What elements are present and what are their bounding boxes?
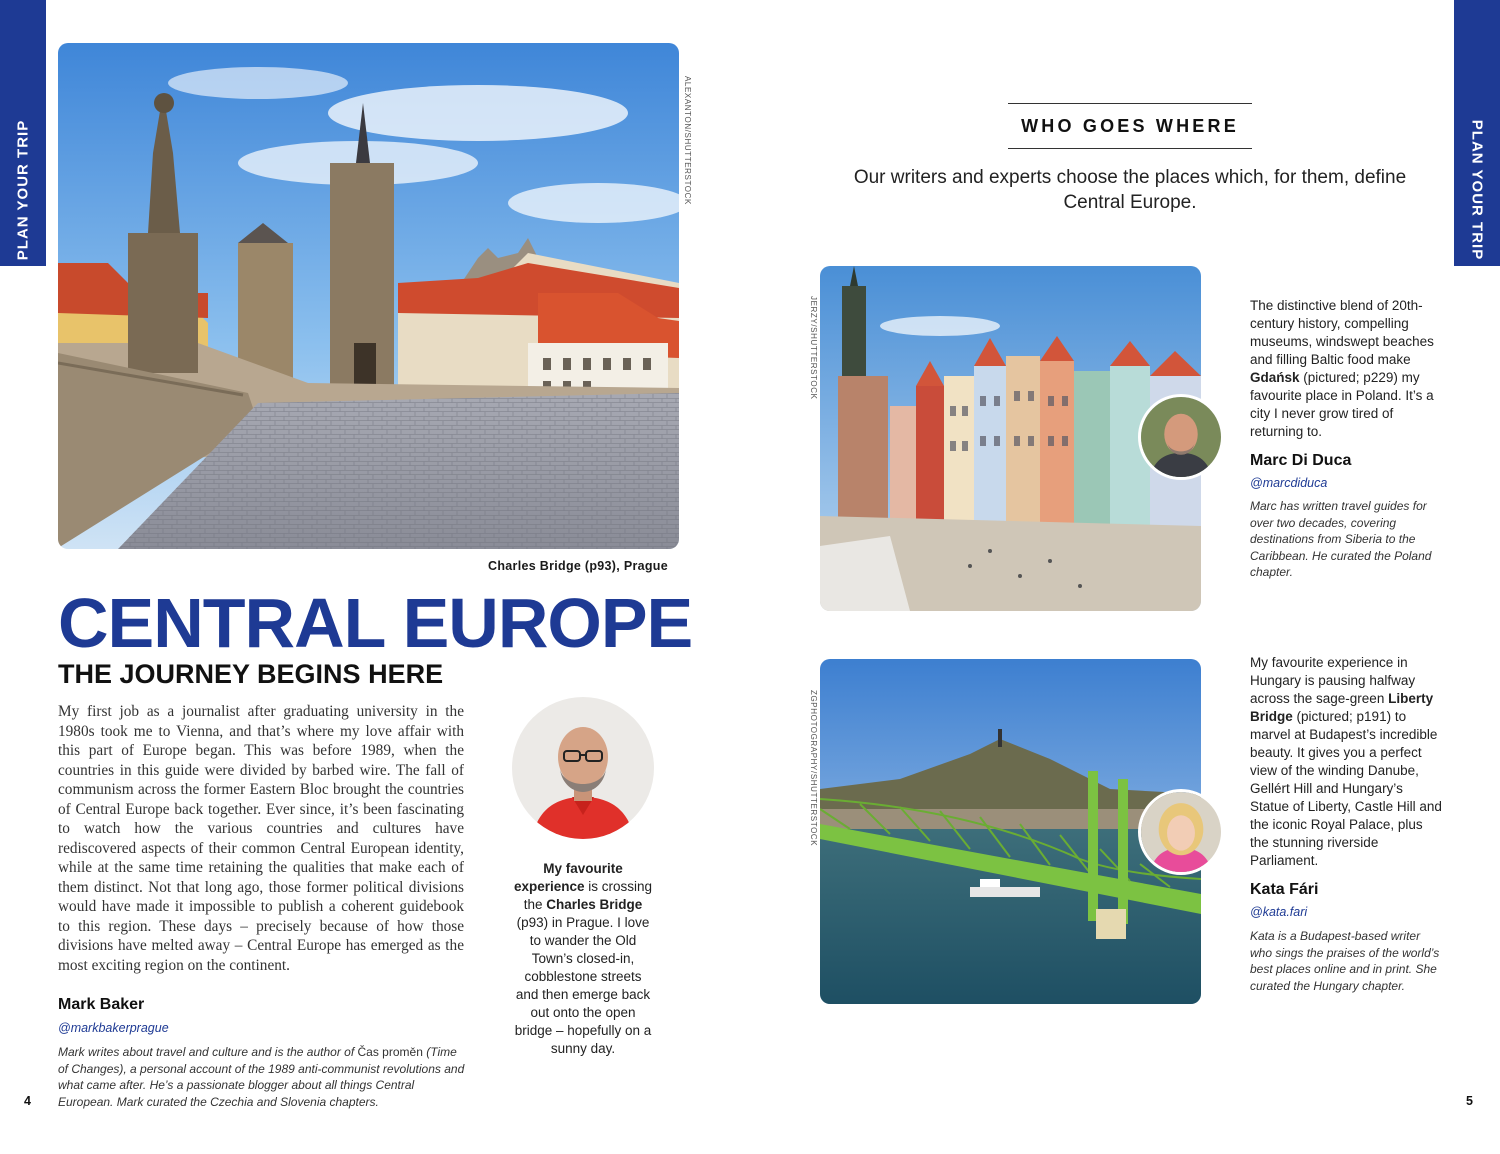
page-number-right: 5 bbox=[1466, 1094, 1473, 1108]
avatar-marc-di-duca bbox=[1138, 394, 1224, 480]
liberty-bridge-photo-credit: ZGPHOTOGRAPHY/SHUTTERSTOCK bbox=[809, 690, 818, 847]
side-tab-right bbox=[1454, 0, 1500, 266]
writer-2-text: My favourite experience in Hungary is pausing halfway across the sage-green Liberty Bridge (pictured; p191) to marvel at Budapest’s incredible beauty. It gives you a perfect view of the winding Danube, Gellért Hill and Hungary’s Statue of Liberty, Castle Hill and the iconic Royal Palace, plus the stunning riverside Parliament. bbox=[1250, 655, 1442, 868]
hero-photo-charles-bridge bbox=[58, 43, 679, 549]
writer-1-name: Marc Di Duca bbox=[1250, 452, 1352, 469]
page-title: CENTRAL EUROPE bbox=[58, 584, 693, 662]
side-tab-left bbox=[0, 0, 46, 266]
favourite-quote: My favourite experience is crossing the Charles Bridge (p93) in Prague. I love to wander the Old Town’s closed-in, cobblestone streets and then emerge back out onto the open bridge – hopefully on a sunny day. bbox=[513, 861, 653, 1056]
writer-2-bio: Kata is a Budapest-based writer who sings the praises of the world’s best places online and in print. She curated the Hungary chapter. bbox=[1250, 929, 1440, 993]
writer-1-text: The distinctive blend of 20th-century history, compelling museums, windswept beaches and filling Baltic food make Gdańsk (pictured; p229) my favourite place in Poland. It’s a city I never grow tired of returning to. bbox=[1250, 298, 1434, 439]
page-subtitle: THE JOURNEY BEGINS HERE bbox=[58, 659, 444, 689]
who-intro: Our writers and experts choose the places which, for them, define Central Europe. bbox=[853, 167, 1407, 213]
book-title: Čas proměn bbox=[357, 1045, 423, 1059]
author-handle[interactable]: @markbakerprague bbox=[58, 1021, 169, 1035]
hero-photo-credit: ALEXANTON/SHUTTERSTOCK bbox=[683, 76, 692, 205]
side-tab-right-label: PLAN YOUR TRIP bbox=[1468, 119, 1486, 261]
who-rule-bottom bbox=[1008, 148, 1252, 149]
writer-2-name: Kata Fári bbox=[1250, 881, 1319, 898]
hero-caption: Charles Bridge (p93), Prague bbox=[488, 559, 668, 573]
who-rule-top bbox=[1008, 103, 1252, 104]
writer-1-handle[interactable]: @marcdiduca bbox=[1250, 476, 1328, 490]
avatar-kata-fari bbox=[1138, 789, 1224, 875]
author-name: Mark Baker bbox=[58, 996, 145, 1013]
gdansk-photo-credit: JERZY/SHUTTERSTOCK bbox=[809, 296, 818, 400]
who-goes-where-title: WHO GOES WHERE bbox=[1021, 116, 1239, 136]
writer-2-handle[interactable]: @kata.fari bbox=[1250, 905, 1308, 919]
writer-1-bio: Marc has written travel guides for over two decades, covering destinations from Siberia to the Caribbean. He curated the Poland chapter. bbox=[1250, 499, 1432, 579]
side-tab-left-label: PLAN YOUR TRIP bbox=[14, 119, 32, 261]
intro-body: My first job as a journalist after graduating university in the 1980s took me to Vienna, and that’s where my love affair with this part of Europe began. This was before 1989, when the countries in this guide were divided by barbed wire. The fall of communism across the former Eastern Bloc brought the countries of Central Europe back together. Ever since, it’s been fascinating to watch how the various countries and cultures have rediscovered aspects of their common Central European identity, while at the same time retaining the qualities that make each of them distinct. Not that long ago, those former political divisions would have made it impossible to publish a coherent guidebook to this region. These days – precisely because of how those divisions have melted away – Central Europe has emerged as the most exciting region on the continent. bbox=[58, 703, 464, 974]
avatar-mark-baker bbox=[512, 697, 654, 839]
author-bio: Mark writes about travel and culture and is the author of Čas proměn (Time of Changes), a personal account of the 1989 anti-communist revolutions and what came after. He’s a passionate blogger about all things Central European. Mark curated the Czechia and Slovenia chapters. bbox=[58, 1045, 465, 1109]
page-number-left: 4 bbox=[24, 1094, 31, 1108]
